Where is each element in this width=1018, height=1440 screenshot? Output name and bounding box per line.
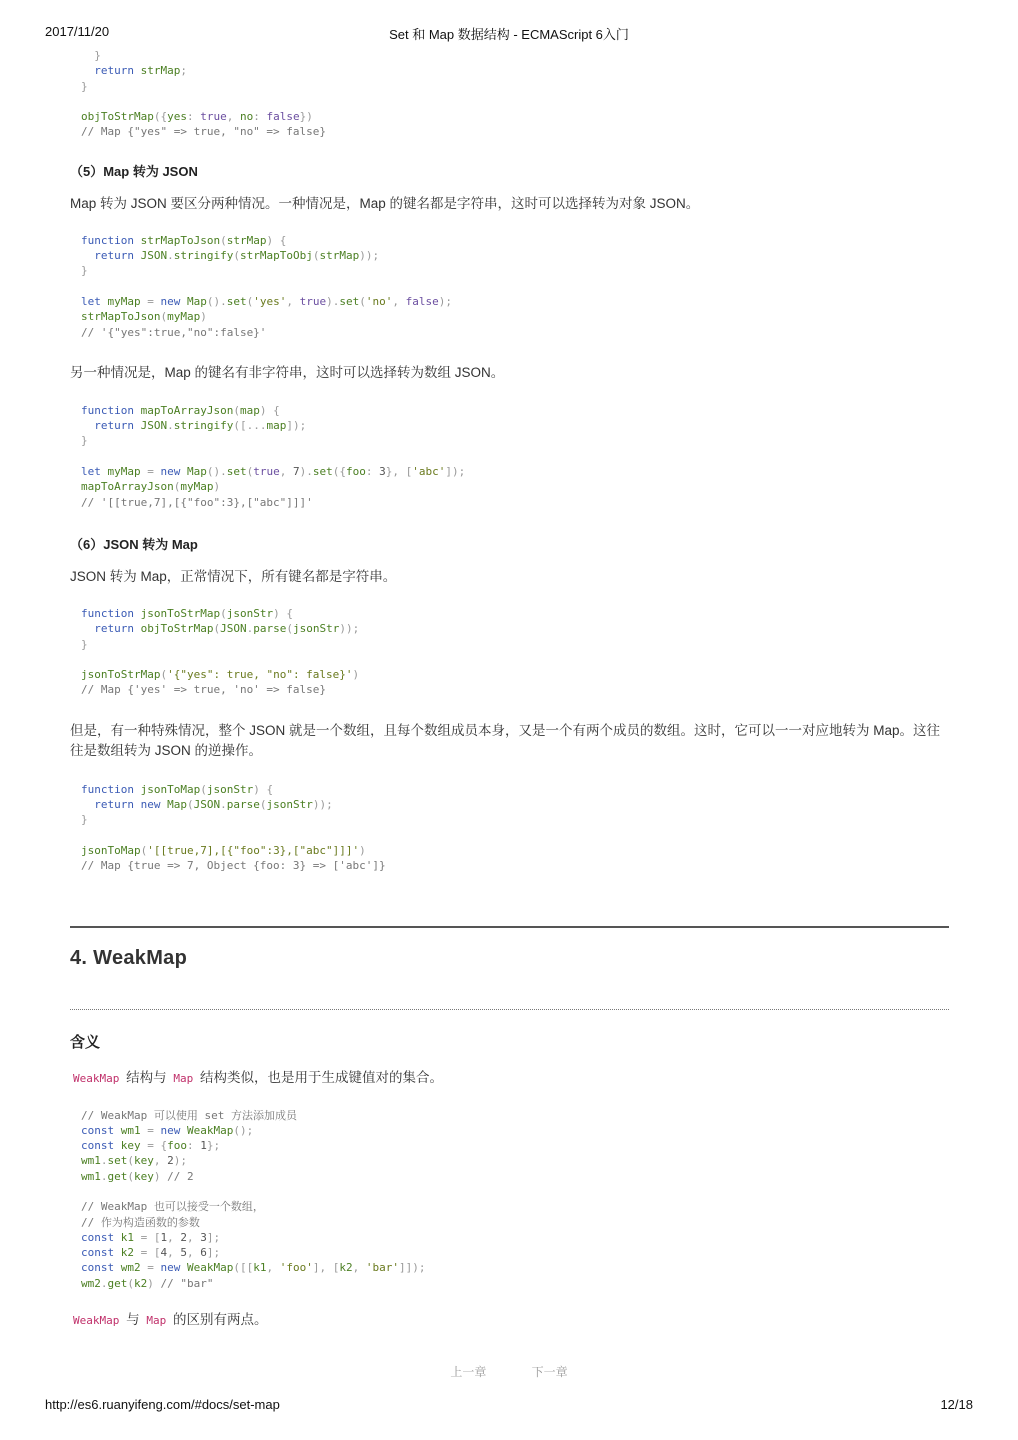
- code-block-jsontomap: function jsonToMap(jsonStr) { return new Map(JSON.parse(jsonStr)); } jsonToMap('[[true,7],[{"foo":3},["abc"]]]') // Map {true => 7, Object {foo: 3} => ['abc']}: [81, 782, 386, 873]
- code-block-objtostrmap: } return strMap; } objToStrMap({yes: true, no: false}) // Map {"yes" => true, "no" => false}: [81, 49, 327, 139]
- heading-map-to-json: （5）Map 转为 JSON: [70, 163, 198, 179]
- section-divider: [70, 926, 949, 928]
- code-block-strmaptojson: function strMapToJson(strMap) { return JSON.stringify(strMapToObj(strMap)); } let myMap = new Map().set('yes', true).set('no', false); strMapToJson(myMap) // '{"yes":true,"no":false}': [81, 233, 452, 339]
- paragraph-json-to-map: JSON 转为 Map，正常情况下，所有键名都是字符串。: [70, 568, 397, 584]
- print-page-number: 12/18: [940, 1397, 973, 1412]
- paragraph-special-case: 但是，有一种特殊情况，整个 JSON 就是一个数组，且每个数组成员本身，又是一个有两个成员的数组。这时，它可以一一对应地转为 Map。这往往是数组转为 JSON 的逆操作。: [70, 722, 941, 758]
- chapter-nav: [0, 1363, 1018, 1380]
- heading-meaning: 含义: [70, 1033, 101, 1051]
- code-block-jsontostrmap: function jsonToStrMap(jsonStr) { return objToStrMap(JSON.parse(jsonStr)); } jsonToStrMap('{"yes": true, "no": false}') // Map {'yes' => true, 'no' => false}: [81, 606, 360, 697]
- paragraph-weakmap-intro: [70, 1068, 949, 1089]
- inline-code-map: Map: [173, 1071, 194, 1085]
- paragraph-weakmap-diff: [70, 1310, 949, 1331]
- paragraph-text: 结构类似，也是用于生成键值对的集合。: [196, 1069, 444, 1085]
- article-content: [70, 48, 949, 1331]
- print-date: 2017/11/20: [45, 24, 110, 39]
- paragraph-text: 与: [122, 1312, 144, 1328]
- paragraph-text: 的区别有两点。: [169, 1312, 268, 1328]
- next-chapter-link[interactable]: 下一章: [531, 1365, 568, 1379]
- code-block-maptoarrayjson: function mapToArrayJson(map) { return JSON.stringify([...map]); } let myMap = new Map().set(true, 7).set({foo: 3}, ['abc']); mapToArrayJson(myMap) // '[[true,7],[{"foo":3},["abc"]]]': [81, 403, 466, 509]
- inline-code-weakmap: WeakMap: [73, 1314, 120, 1328]
- heading-json-to-map: （6）JSON 转为 Map: [70, 536, 198, 552]
- paragraph-map-to-json: Map 转为 JSON 要区分两种情况。一种情况是，Map 的键名都是字符串，这时可以选择转为对象 JSON。: [70, 195, 700, 211]
- section-title-weakmap: 4. WeakMap: [70, 946, 188, 969]
- paragraph-array-json: 另一种情况是，Map 的键名有非字符串，这时可以选择转为数组 JSON。: [70, 364, 505, 380]
- prev-chapter-link[interactable]: 上一章: [450, 1365, 487, 1379]
- print-url: http://es6.ruanyifeng.com/#docs/set-map: [45, 1397, 280, 1412]
- subsection-divider: [70, 1009, 949, 1010]
- print-title: Set 和 Map 数据结构 - ECMAScript 6入门: [389, 27, 629, 42]
- print-footer: [45, 1397, 973, 1415]
- code-block-weakmap-example: // WeakMap 可以使用 set 方法添加成员 const wm1 = new WeakMap(); const key = {foo: 1}; wm1.set(key, 2); wm1.get(key) // 2 // WeakMap 也可以接受一个数组， // 作为构造函数的参数 const k1 = [1, 2, 3]; const k2 = [4, 5, 6]; const wm2 = new WeakMap([[k1, 'foo'], [k2, 'bar']]); wm2.get(k2) // "bar": [81, 1108, 426, 1290]
- print-header: [45, 24, 973, 42]
- inline-code-map: Map: [146, 1314, 167, 1328]
- paragraph-text: 结构与: [122, 1069, 171, 1085]
- inline-code-weakmap: WeakMap: [73, 1071, 120, 1085]
